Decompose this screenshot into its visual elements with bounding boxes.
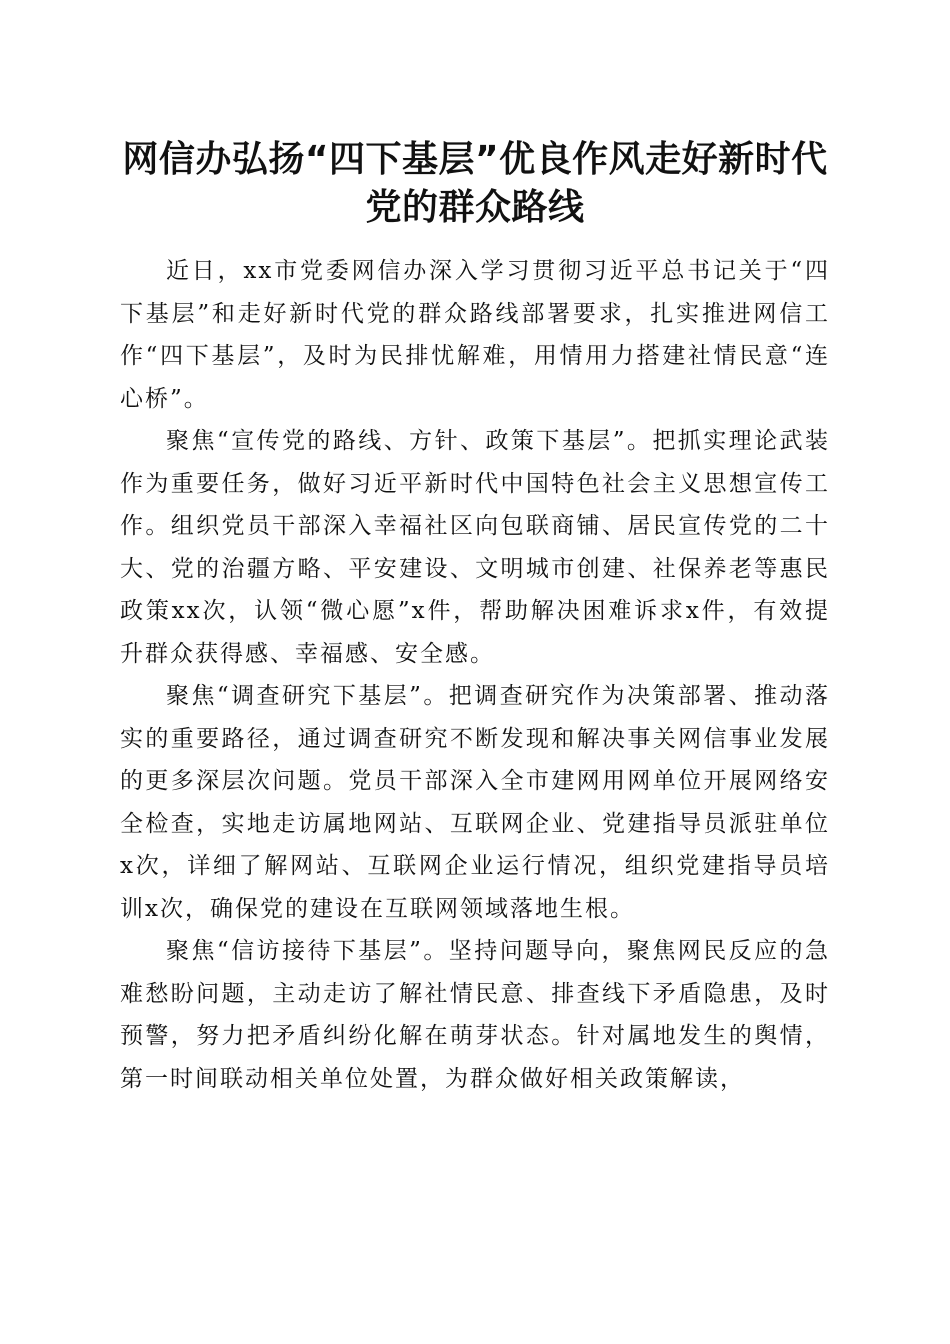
document-body <box>120 250 830 1100</box>
document-title-line-1: 网信办弘扬“四下基层”优良作风走好新时代 <box>122 139 828 180</box>
paragraph-intro: 近日，xx市党委网信办深入学习贯彻习近平总书记关于“四下基层”和走好新时代党的群众路线部署要求，扎实推进网信工作“四下基层”，及时为民排忧解难，用情用力搭建社情民意“连心桥”。 <box>120 258 830 412</box>
document-title-line-2: 党的群众路线 <box>365 187 585 228</box>
document-title <box>100 136 850 232</box>
paragraph-policy-propaganda: 聚焦“宣传党的路线、方针、政策下基层”。把抓实理论武装作为重要任务，做好习近平新时代中国特色社会主义思想宣传工作。组织党员干部深入幸福社区向包联商铺、居民宣传党的二十大、党的治疆方略、平安建设、文明城市创建、社保养老等惠民政策xx次，认领“微心愿”x件，帮助解决困难诉求x件，有效提升群众获得感、幸福感、安全感。 <box>120 428 830 667</box>
paragraph-investigation-research: 聚焦“调查研究下基层”。把调查研究作为决策部署、推动落实的重要路径，通过调查研究不断发现和解决事关网信事业发展的更多深层次问题。党员干部深入全市建网用网单位开展网络安全检查，实地走访属地网站、互联网企业、党建指导员派驻单位x次，详细了解网站、互联网企业运行情况，组织党建指导员培训x次，确保党的建设在互联网领域落地生根。 <box>120 683 830 922</box>
paragraph-petition-reception: 聚焦“信访接待下基层”。坚持问题导向，聚焦网民反应的急难愁盼问题，主动走访了解社情民意、排查线下矛盾隐患，及时预警，努力把矛盾纠纷化解在萌芽状态。针对属地发生的舆情，第一时间联动相关单位处置，为群众做好相关政策解读， <box>120 938 830 1092</box>
